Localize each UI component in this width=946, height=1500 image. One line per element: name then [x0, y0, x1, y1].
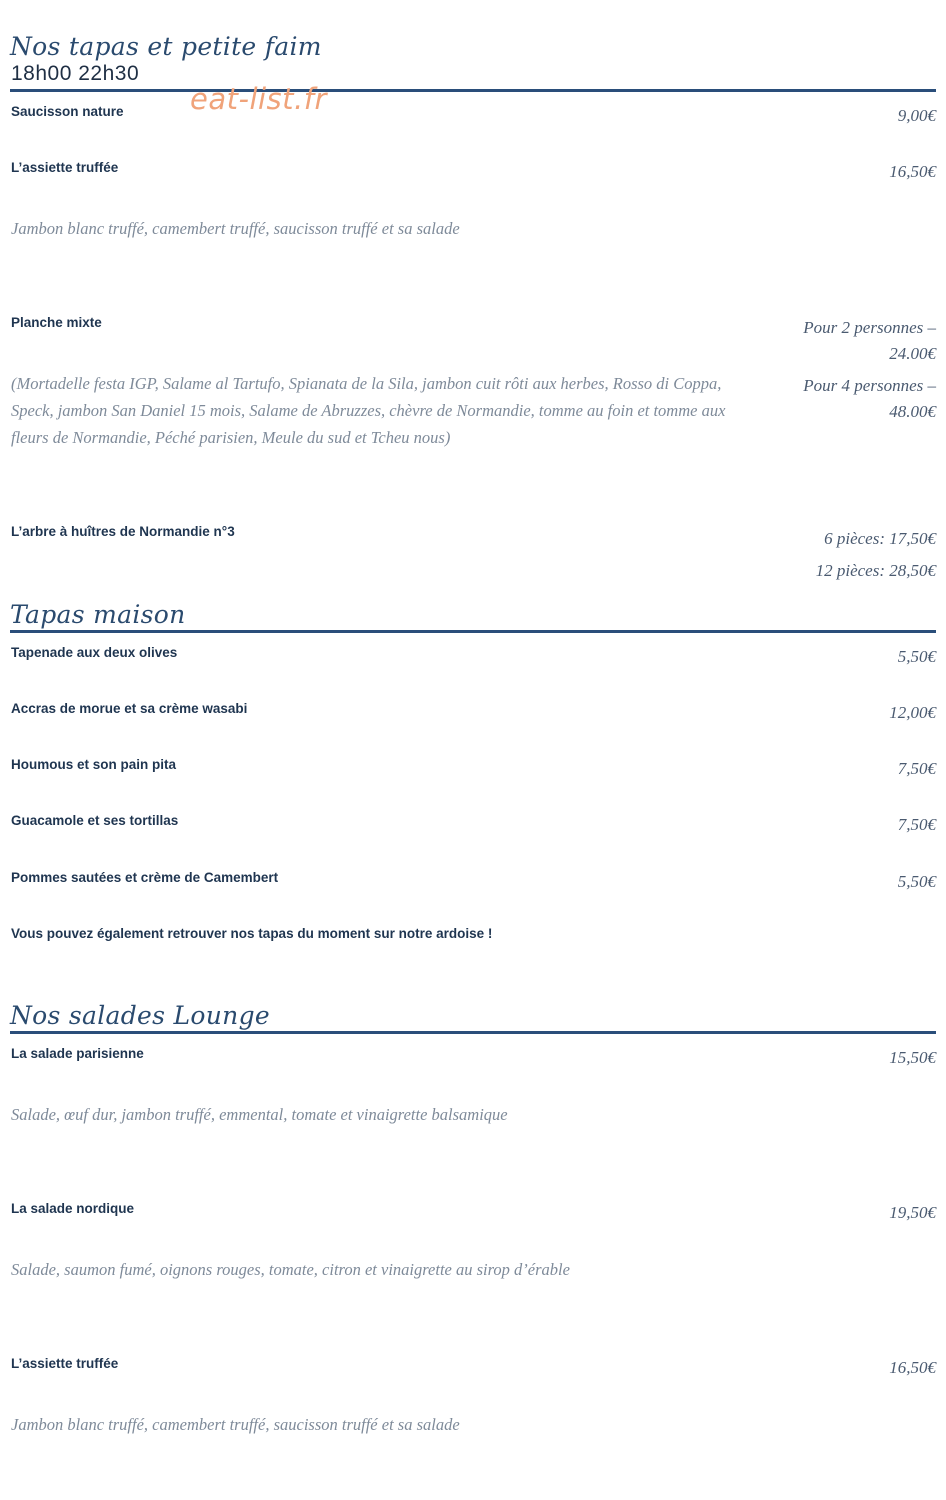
menu-item-name: Houmous et son pain pita — [11, 757, 177, 772]
menu-item-name: L’assiette truffée — [11, 1356, 119, 1371]
price-line: 6 pièces: 17,50€ — [824, 529, 936, 548]
menu-item-description: Jambon blanc truffé, camembert truffé, saucisson truffé et sa salade — [11, 219, 460, 238]
watermark: eat-list.fr — [190, 82, 327, 116]
menu-item-name: L’arbre à huîtres de Normandie n°3 — [11, 524, 235, 539]
section-divider — [10, 89, 936, 92]
menu-item-price-group — [816, 523, 936, 587]
menu-item-price: 5,50€ — [897, 647, 936, 666]
price-line: 12 pièces: 28,50€ — [815, 561, 936, 580]
menu-item-price: 7,50€ — [897, 815, 936, 834]
menu-item-description: Salade, saumon fumé, oignons rouges, tomate, citron et vinaigrette au sirop d’érable — [11, 1260, 570, 1279]
menu-item-price: 15,50€ — [889, 1048, 936, 1067]
menu-item-name: Planche mixte — [11, 315, 102, 330]
opening-hours: 18h00 22h30 — [11, 62, 140, 85]
section-title-tapas-petite-faim: Nos tapas et petite faim — [10, 32, 322, 61]
section-title-salades-lounge: Nos salades Lounge — [10, 1001, 270, 1030]
section-divider — [10, 630, 936, 633]
menu-item-description: Jambon blanc truffé, camembert truffé, saucisson truffé et sa salade — [11, 1415, 460, 1434]
menu-item-price: 16,50€ — [889, 1358, 936, 1377]
price-line: Pour 4 personnes – — [803, 376, 936, 395]
menu-item-name: La salade nordique — [11, 1201, 135, 1216]
menu-item-price: 16,50€ — [889, 162, 936, 181]
price-line: 48.00€ — [889, 402, 936, 421]
menu-item-price: 5,50€ — [897, 872, 936, 891]
menu-item-name: Accras de morue et sa crème wasabi — [11, 701, 248, 716]
menu-item-name: L’assiette truffée — [11, 160, 119, 175]
section-divider — [10, 1031, 936, 1034]
menu-item-name: Guacamole et ses tortillas — [11, 813, 179, 828]
menu-item-name: Pommes sautées et crème de Camembert — [11, 870, 279, 885]
menu-item-price: 12,00€ — [889, 703, 936, 722]
menu-item-price: 19,50€ — [889, 1203, 936, 1222]
menu-item-price: 9,00€ — [897, 106, 936, 125]
menu-item-description: (Mortadelle festa IGP, Salame al Tartufo, Spianata de la Sila, jambon cuit rôti aux herbes, Rosso di Coppa, Speck, jambon San Daniel 15 mois, Salame de Abruzzes, chèvre de Normandie, tomme au foin et tomme aux fleurs de Normandie, Péché parisien, Meule du sud et Tcheu nous) — [11, 374, 726, 447]
section-note: Vous pouvez également retrouver nos tapas du moment sur notre ardoise ! — [11, 926, 493, 941]
price-line: Pour 2 personnes – — [803, 318, 936, 337]
price-line: 24.00€ — [889, 344, 936, 363]
menu-item-price-group — [803, 315, 936, 425]
section-title-tapas-maison: Tapas maison — [10, 600, 186, 629]
menu-item-name: Saucisson nature — [11, 104, 124, 119]
menu-item-name: La salade parisienne — [11, 1046, 144, 1061]
menu-item-description: Salade, œuf dur, jambon truffé, emmental, tomate et vinaigrette balsamique — [11, 1105, 508, 1124]
menu-item-price: 7,50€ — [897, 759, 936, 778]
menu-item-name: Tapenade aux deux olives — [11, 645, 178, 660]
